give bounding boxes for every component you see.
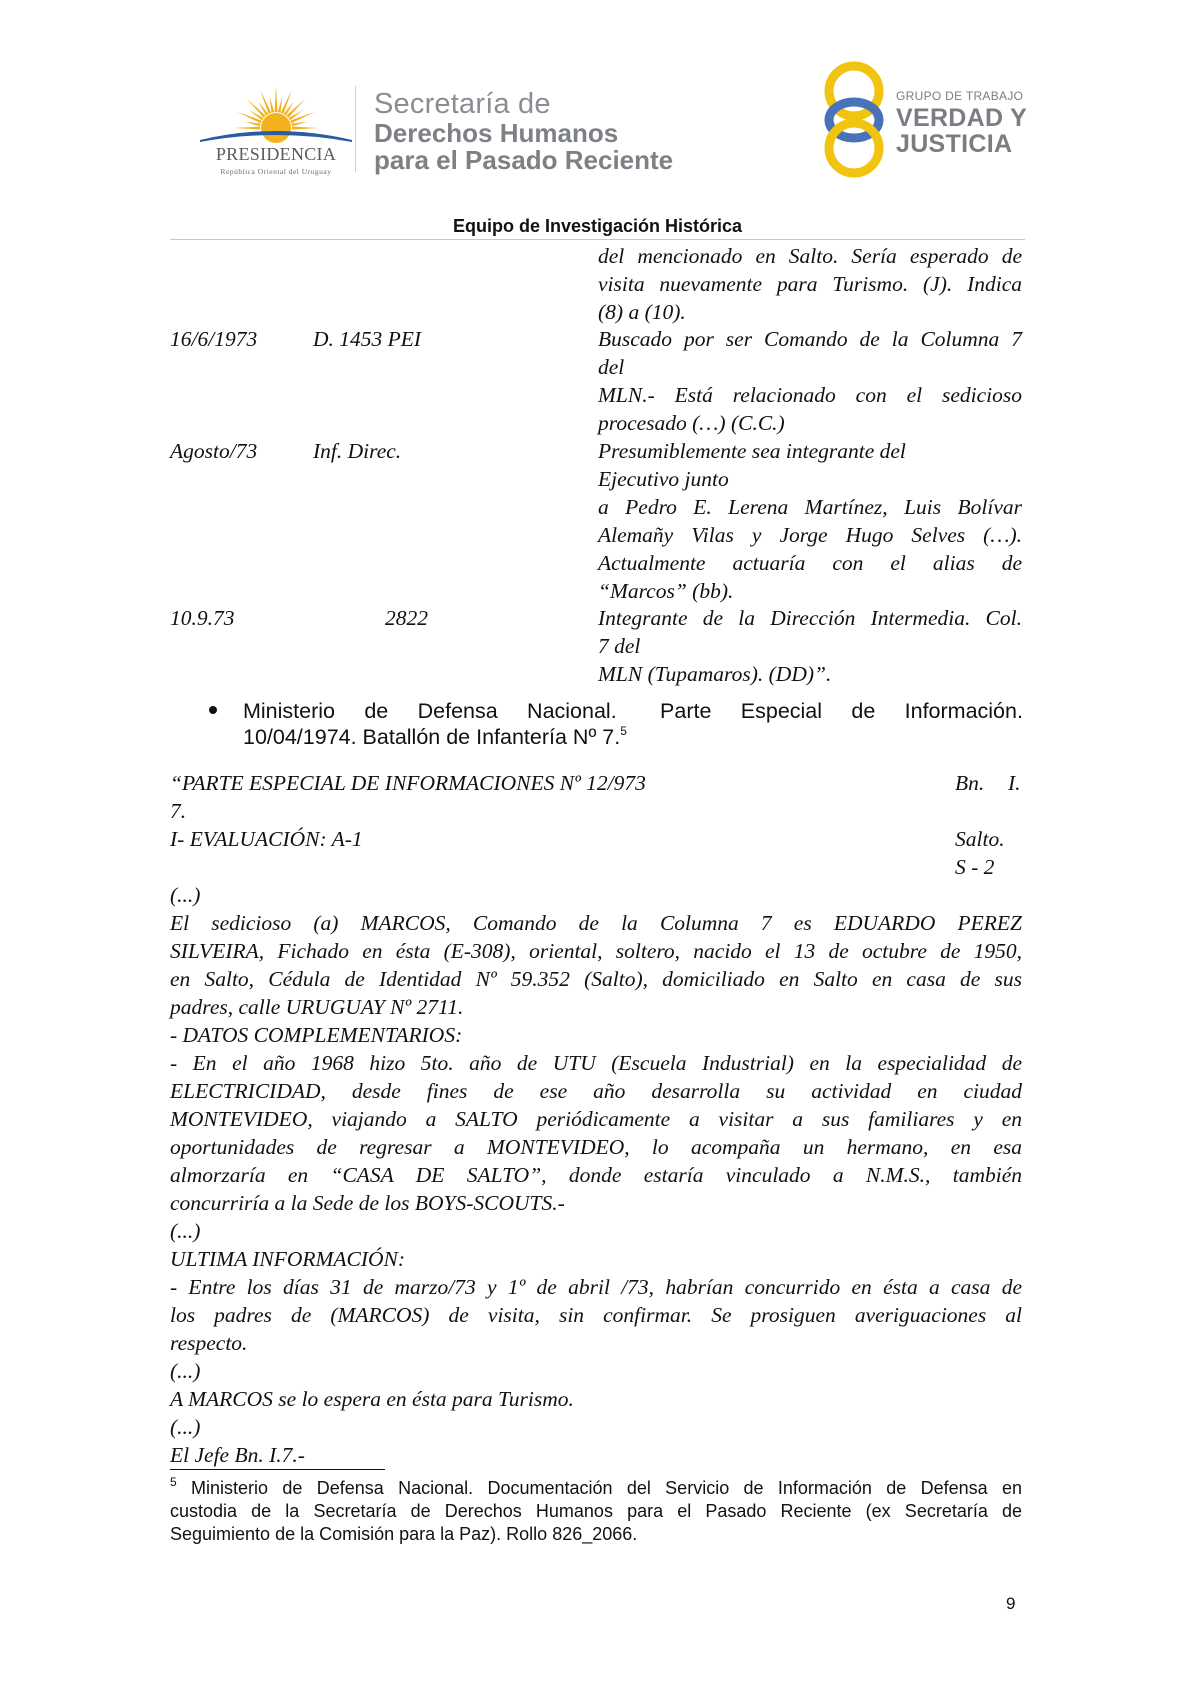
- quote-ellipsis: (...): [170, 883, 201, 907]
- table-ref-cell: 2822: [385, 606, 428, 630]
- quote-eval-right: Salto.: [955, 827, 1005, 851]
- quote-signature: El Jefe Bn. I.7.-: [170, 1443, 305, 1467]
- footnote: [170, 1477, 1022, 1546]
- grupo-trabajo-logo: [818, 56, 1038, 181]
- table-ref-cell: D. 1453 PEI: [313, 327, 422, 351]
- quote-line: MONTEVIDEO, viajando a SALTO periódicamente a visitar a sus familiares y en: [170, 1107, 1022, 1131]
- quote-title-right: Bn.: [955, 771, 985, 795]
- table-desc-line: “Marcos” (bb).: [598, 579, 734, 603]
- secretaria-line3: para el Pasado Reciente: [374, 145, 674, 175]
- bullet-word: de: [364, 699, 389, 723]
- quote-line: concurriría a la Sede de los BOYS-SCOUTS.-: [170, 1191, 565, 1215]
- sun-ray: [245, 122, 261, 127]
- table-desc-line: Buscado por ser Comando de la Columna 7: [598, 327, 1022, 351]
- presidencia-subtitle: República Oriental del Uruguay: [220, 167, 332, 176]
- quote-line: El sedicioso (a) MARCOS, Comando de la Columna 7 es EDUARDO PEREZ: [170, 911, 1022, 935]
- secretaria-line2: Derechos Humanos: [374, 118, 619, 148]
- sun-ray: [281, 89, 292, 114]
- quote-title-continuation: 7.: [170, 799, 187, 823]
- bullet-word: Ministerio: [243, 699, 335, 723]
- quote-ellipsis: (...): [170, 1359, 201, 1383]
- footnote-line: [170, 1477, 1022, 1500]
- footnote-line: Seguimiento de la Comisión para la Paz). Rollo 826_2066.: [170, 1524, 638, 1544]
- sun-ray: [270, 97, 275, 113]
- table-continuation-line: del mencionado en Salto. Sería esperado de: [598, 244, 1022, 268]
- table-continuation-line: (8) a (10).: [598, 300, 686, 324]
- bullet-word: Parte: [660, 699, 712, 723]
- quote-line: los padres de (MARCOS) de visita, sin confirmar. Se prosiguen averiguaciones al: [170, 1303, 1022, 1327]
- quote-ellipsis: (...): [170, 1219, 201, 1243]
- footnote-line-text: Ministerio de Defensa Nacional. Documentación del Servicio de Información de Defensa en: [191, 1478, 1022, 1498]
- quote-line: ELECTRICIDAD, desde fines de ese año desarrolla su actividad en ciudad: [170, 1079, 1022, 1103]
- page-number: 9: [1006, 1594, 1016, 1613]
- table-desc-line: Actualmente actuaría con el alias de: [598, 551, 1022, 575]
- table-date-cell: 10.9.73: [170, 606, 235, 630]
- sun-ray: [234, 127, 260, 130]
- secretaria-line1: Secretaría de: [374, 88, 551, 120]
- table-desc-line: del: [598, 355, 625, 379]
- bullet-line-1: [243, 698, 1023, 724]
- quote-heading: ULTIMA INFORMACIÓN:: [170, 1247, 406, 1271]
- table-desc-line: Integrante de la Dirección Intermedia. Col.: [598, 606, 1022, 630]
- bullet-marker: [209, 706, 217, 714]
- quote-line: en Salto, Cédula de Identidad Nº 59.352 (Salto), domiciliado en Salto en casa de sus: [170, 967, 1022, 991]
- table-desc-line: Presumiblemente sea integrante del: [598, 439, 906, 463]
- bullet-word: de: [851, 699, 876, 723]
- bullet-word: Defensa: [417, 699, 498, 723]
- sun-ray: [237, 112, 262, 123]
- quote-title-right: I.: [1008, 771, 1021, 795]
- quote-evaluation: I- EVALUACIÓN: A-1: [170, 827, 363, 851]
- quote-line: respecto.: [170, 1331, 248, 1355]
- bullet-line-2: [243, 724, 1023, 750]
- logo-divider: [355, 86, 356, 172]
- grupo-line1: VERDAD Y: [896, 104, 1028, 132]
- quote-line: - Entre los días 31 de marzo/73 y 1º de abril /73, habrían concurrido en ésta a casa de: [170, 1275, 1022, 1299]
- rings-emblem-icon: [818, 56, 890, 181]
- quote-ellipsis: (...): [170, 1415, 201, 1439]
- table-date-cell: 16/6/1973: [170, 327, 258, 351]
- bullet-word: Información.: [904, 699, 1023, 723]
- quote-heading: - DATOS COMPLEMENTARIOS:: [170, 1023, 463, 1047]
- table-desc-line: Ejecutivo junto: [598, 467, 729, 491]
- presidencia-name: PRESIDENCIA: [215, 144, 337, 164]
- table-desc-line: MLN.- Está relacionado con el sedicioso: [598, 383, 1022, 407]
- quote-line: oportunidades de regresar a MONTEVIDEO, lo acompaña un hermano, en esa: [170, 1135, 1022, 1159]
- table-desc-line: MLN (Tupamaros). (DD)”.: [598, 662, 832, 686]
- table-date-cell: Agosto/73: [170, 439, 258, 463]
- quote-eval-right: S - 2: [955, 855, 995, 879]
- header-divider: [170, 239, 1025, 240]
- bullet-word: Nacional.: [527, 699, 617, 723]
- table-continuation-line: visita nuevamente para Turismo. (J). Indica: [598, 272, 1022, 296]
- secretaria-logo: [374, 88, 714, 180]
- footnote-divider: [170, 1469, 385, 1470]
- sun-ray: [278, 97, 283, 113]
- quote-line: A MARCOS se lo espera en ésta para Turismo.: [170, 1387, 574, 1411]
- table-desc-line: a Pedro E. Lerena Martínez, Luis Bolívar: [598, 495, 1022, 519]
- bullet-source-text: [243, 698, 1023, 750]
- table-desc-line: procesado (…) (C.C.): [598, 411, 785, 435]
- quote-title: “PARTE ESPECIAL DE INFORMACIONES Nº 12/973: [170, 771, 646, 795]
- quote-line: almorzaría en “CASA DE SALTO”, donde estaría vinculado a N.M.S., también: [170, 1163, 1022, 1187]
- table-ref-cell: Inf. Direc.: [313, 439, 402, 463]
- quote-line: SILVEIRA, Fichado en ésta (E-308), oriental, soltero, nacido el 13 de octubre de 1950,: [170, 939, 1022, 963]
- bullet-word: Especial: [740, 699, 823, 723]
- footnote-number: 5: [170, 1475, 177, 1489]
- presidencia-logo: [196, 78, 356, 178]
- sun-ray: [291, 122, 307, 127]
- sun-ray: [292, 127, 318, 130]
- footnote-line: custodia de la Secretaría de Derechos Humanos para el Pasado Reciente (ex Secretaría de: [170, 1501, 1022, 1521]
- sun-ray: [260, 89, 271, 114]
- table-desc-line: 7 del: [598, 634, 641, 658]
- sun-ray: [290, 112, 315, 123]
- sun-ray: [275, 86, 278, 112]
- quote-line: - En el año 1968 hizo 5to. año de UTU (Escuela Industrial) en la especialidad de: [170, 1051, 1022, 1075]
- grupo-small-label: GRUPO DE TRABAJO: [896, 89, 1024, 103]
- quote-line: padres, calle URUGUAY Nº 2711.: [170, 995, 464, 1019]
- sun-emblem-icon: [196, 78, 356, 144]
- section-title: Equipo de Investigación Histórica: [452, 216, 743, 236]
- table-desc-line: Alemañy Vilas y Jorge Hugo Selves (…).: [598, 523, 1022, 547]
- grupo-line2: JUSTICIA: [896, 130, 1013, 158]
- footnote-ref: 5: [620, 723, 627, 738]
- bullet-line-2-text: 10/04/1974. Batallón de Infantería Nº 7.: [243, 725, 621, 749]
